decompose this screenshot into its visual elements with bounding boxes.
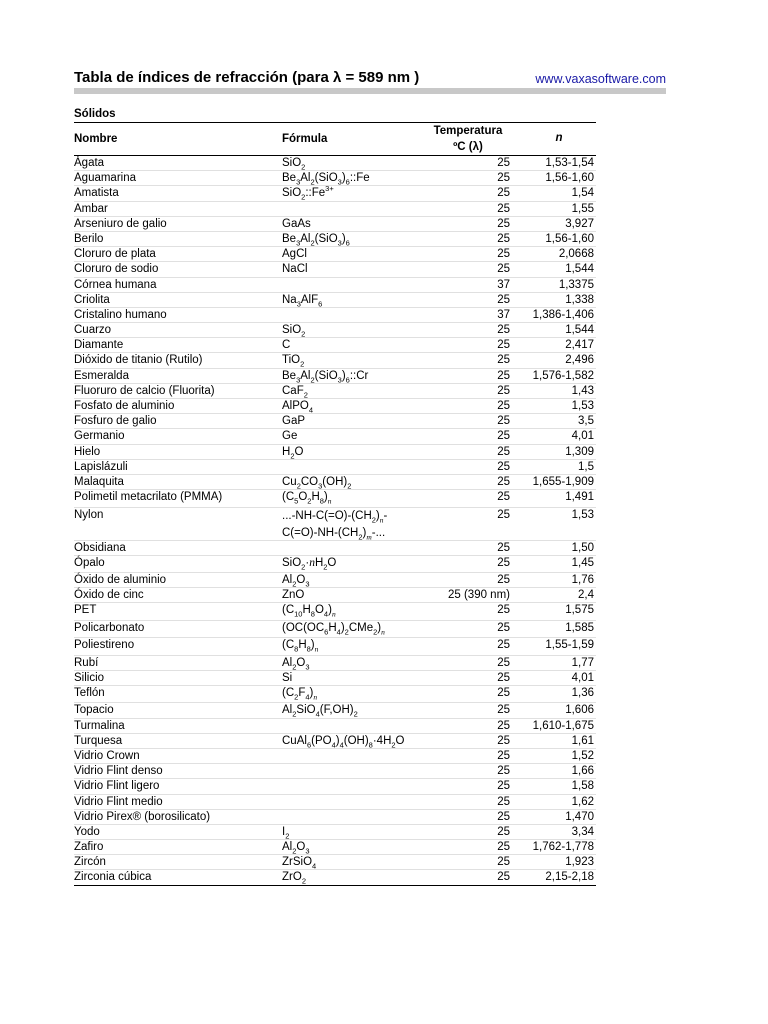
cell-n: 3,927 (565, 217, 594, 230)
cell-formula: ZrO$_2$ (282, 871, 306, 886)
column-header-temperatura-line1: Temperatura (433, 125, 503, 137)
cell-n: 3,34 (571, 825, 594, 838)
cell-n: 1,55-1,59 (545, 639, 594, 652)
cell-temperatura: 25 (497, 384, 510, 397)
cell-formula: CaF$_2$ (282, 384, 308, 400)
table-row (74, 262, 596, 277)
table-row (74, 202, 596, 217)
cell-n: 1,76 (571, 574, 594, 587)
cell-n: 1,50 (571, 541, 594, 554)
cell-nombre: Lapislázuli (74, 460, 128, 473)
cell-n: 1,77 (571, 656, 594, 669)
column-header-temperatura-line2: ºC (λ) (453, 141, 483, 153)
cell-nombre: Dióxido de titanio (Rutilo) (74, 354, 203, 367)
table-row (74, 323, 596, 338)
cell-temperatura: 25 (497, 810, 510, 823)
cell-n: 1,585 (565, 621, 594, 634)
cell-nombre: Fosfato de aluminio (74, 400, 175, 412)
table-row (74, 353, 596, 368)
cell-formula: AlPO$_4$ (282, 400, 314, 415)
cell-formula: C (282, 339, 291, 352)
cell-n: 4,01 (571, 671, 594, 684)
table-row (74, 278, 596, 293)
cell-n: 1,491 (565, 491, 594, 504)
cell-nombre: Óxido de cinc (74, 589, 144, 602)
table-row (74, 429, 596, 444)
cell-temperatura: 25 (497, 415, 510, 428)
cell-nombre: Zirconia cúbica (74, 871, 152, 884)
cell-nombre: Nylon (74, 508, 104, 521)
cell-n: 1,5 (578, 460, 594, 473)
cell-n: 2,4 (578, 589, 594, 602)
table-row (74, 232, 596, 247)
cell-n: 2,417 (565, 339, 594, 352)
cell-nombre: Zircón (74, 856, 106, 869)
cell-n: 1,762-1,778 (532, 841, 594, 854)
cell-nombre: Turmalina (74, 719, 125, 732)
cell-temperatura: 25 (497, 369, 510, 382)
cell-nombre: Cuarzo (74, 324, 112, 337)
table-row (74, 414, 596, 429)
table-row (74, 749, 596, 764)
table-row (74, 671, 596, 686)
cell-n: 1,53 (571, 508, 594, 521)
cell-temperatura: 37 (497, 308, 510, 321)
cell-temperatura: 25 (497, 248, 510, 261)
cell-nombre: Policarbonato (74, 621, 145, 634)
cell-formula: $Al_2O_3$ (282, 656, 310, 671)
cell-nombre: Vidrio Crown (74, 749, 140, 762)
cell-formula: $Na_3AlF_6$ (282, 293, 323, 308)
cell-temperatura: 25 (497, 430, 510, 443)
table-row (74, 703, 596, 718)
cell-temperatura: 25 (497, 400, 510, 412)
cell-temperatura: 25 (497, 187, 510, 200)
cell-formula: GaAs (282, 217, 311, 230)
cell-nombre: Turquesa (74, 734, 123, 747)
table-row (74, 870, 596, 885)
cell-formula: $Be_3Al_2(SiO_3)_6$ (282, 232, 350, 248)
table-row (74, 338, 596, 353)
cell-n: 1,309 (565, 445, 594, 458)
cell-temperatura: 25 (497, 232, 510, 245)
table-row (74, 656, 596, 671)
cell-temperatura: 25 (497, 157, 510, 169)
cell-nombre: Cristalino humano (74, 308, 167, 321)
cell-temperatura: 25 (497, 263, 510, 276)
cell-nombre: Vidrio Flint medio (74, 795, 163, 808)
cell-temperatura: 25 (497, 541, 510, 554)
cell-temperatura: 25 (497, 293, 510, 306)
cell-temperatura: 25 (497, 856, 510, 869)
cell-nombre: Zafiro (74, 841, 104, 854)
cell-nombre: Fluoruro de calcio (Fluorita) (74, 384, 215, 397)
cell-nombre: Ópalo (74, 556, 105, 569)
cell-nombre: Poliestireno (74, 639, 135, 652)
column-header-temperatura (428, 123, 508, 155)
cell-temperatura: 25 (497, 354, 510, 367)
cell-nombre: Vidrio Flint denso (74, 765, 163, 778)
cell-formula: Ge (282, 430, 298, 443)
cell-formula: ZrSiO$_4$ (282, 856, 317, 871)
table-header (74, 122, 596, 156)
cell-temperatura: 25 (497, 704, 510, 717)
cell-nombre: Diamante (74, 339, 124, 352)
cell-formula: SiO$_2$ (282, 324, 306, 339)
cell-nombre: PET (74, 604, 97, 617)
column-header-nombre: Nombre (74, 133, 118, 145)
cell-n: 1,610-1,675 (532, 719, 594, 732)
cell-formula: $Be_3Al_2(SiO_3)_6::Cr$ (282, 369, 369, 384)
table-row (74, 603, 596, 620)
cell-temperatura: 25 (497, 339, 510, 352)
table-row (74, 171, 596, 186)
cell-temperatura: 25 (497, 324, 510, 337)
cell-nombre: Topacio (74, 704, 114, 717)
table-row (74, 686, 596, 703)
cell-formula: $(OC(OC_6H_4)_2CMe_2)_n$ (282, 621, 385, 637)
table-row (74, 399, 596, 414)
cell-n: 2,15-2,18 (545, 871, 594, 884)
cell-nombre: Rubí (74, 656, 99, 669)
title-divider (74, 88, 666, 94)
cell-temperatura: 25 (497, 217, 510, 230)
cell-n: 1,338 (565, 293, 594, 306)
cell-temperatura: 25 (497, 445, 510, 458)
table-row (74, 719, 596, 734)
cell-temperatura: 25 (497, 475, 510, 488)
cell-nombre: Berilo (74, 232, 104, 245)
cell-formula: AgCl (282, 248, 307, 261)
table-row (74, 460, 596, 475)
cell-n: 3,5 (578, 415, 594, 428)
table-row (74, 779, 596, 794)
cell-nombre: Germanio (74, 430, 125, 443)
cell-temperatura: 25 (497, 491, 510, 504)
cell-temperatura: 25 (497, 749, 510, 762)
cell-temperatura: 25 (497, 556, 510, 569)
table-row (74, 810, 596, 825)
page-title: Tabla de índices de refracción (para λ = 589 nm ) (74, 69, 420, 86)
cell-n: 1,43 (571, 384, 594, 397)
table-row (74, 734, 596, 749)
cell-nombre: Malaquita (74, 475, 124, 488)
cell-n: 1,544 (565, 263, 594, 276)
cell-nombre: Cloruro de plata (74, 248, 156, 261)
cell-nombre: Óxido de aluminio (74, 574, 167, 587)
cell-nombre: Córnea humana (74, 278, 157, 291)
cell-formula: $...-NH-C(=O)-(CH_2)_n-$ $C(=O)-NH-(CH_2)_m-$... (282, 509, 388, 541)
table-row (74, 825, 596, 840)
cell-formula: NaCl (282, 263, 308, 276)
column-header-n: n (555, 132, 563, 144)
cell-nombre: Hielo (74, 445, 101, 458)
cell-temperatura: 25 (497, 765, 510, 778)
cell-nombre: Criolita (74, 293, 110, 306)
cell-nombre: Obsidiana (74, 541, 126, 554)
cell-n: 1,53 (571, 400, 594, 412)
cell-formula: $(C_2F_4)_n$ (282, 687, 318, 702)
cell-nombre: Amatista (74, 187, 119, 200)
cell-temperatura: 25 (497, 734, 510, 747)
cell-temperatura: 25 (497, 795, 510, 808)
table-row (74, 795, 596, 810)
cell-temperatura: 25 (497, 719, 510, 732)
cell-formula: TiO$_2$ (282, 354, 305, 369)
cell-n: 1,55 (571, 202, 594, 215)
cell-formula: $SiO_2::Fe^{3+}$ (282, 184, 334, 202)
table-row (74, 384, 596, 399)
table-body (74, 156, 596, 886)
cell-temperatura: 25 (497, 780, 510, 793)
cell-temperatura: 25 (497, 202, 510, 215)
cell-n: 1,3375 (558, 278, 594, 291)
cell-formula: $Al_2O_3$ (282, 574, 310, 589)
cell-n: 1,61 (571, 734, 594, 747)
cell-temperatura: 25 (497, 825, 510, 838)
cell-n: 1,53-1,54 (545, 157, 594, 169)
cell-n: 1,56-1,60 (545, 232, 594, 245)
table-row (74, 369, 596, 384)
cell-nombre: Yodo (74, 825, 100, 838)
cell-nombre: Cloruro de sodio (74, 263, 159, 276)
cell-formula: $SiO_2\cdot nH_2O$ (282, 556, 337, 571)
table-row (74, 445, 596, 460)
cell-formula: $Al_2SiO_4(F,OH)_2$ (282, 704, 358, 719)
cell-nombre: Polimetil metacrilato (PMMA) (74, 491, 223, 504)
refraction-table (74, 122, 596, 886)
cell-temperatura: 25 (497, 841, 510, 854)
cell-temperatura: 25 (497, 687, 510, 700)
table-row (74, 556, 596, 573)
cell-formula: ZnO (282, 589, 305, 602)
table-row (74, 508, 596, 541)
cell-n: 1,606 (565, 704, 594, 717)
cell-nombre: Arseniuro de galio (74, 217, 167, 230)
table-row (74, 475, 596, 490)
cell-n: 1,575 (565, 604, 594, 617)
cell-n: 1,62 (571, 795, 594, 808)
cell-formula: SiO$_2$ (282, 157, 306, 172)
cell-temperatura: 25 (497, 460, 510, 473)
table-row (74, 541, 596, 556)
cell-n: 1,58 (571, 780, 594, 793)
cell-temperatura: 25 (497, 621, 510, 634)
cell-temperatura: 25 (497, 671, 510, 684)
cell-n: 2,496 (565, 354, 594, 367)
table-row (74, 621, 596, 638)
cell-nombre: Vidrio Flint ligero (74, 780, 160, 793)
cell-temperatura: 25 (497, 172, 510, 185)
table-row (74, 573, 596, 588)
cell-temperatura: 25 (497, 871, 510, 884)
cell-formula: $(C_8H_8)_n$ (282, 639, 319, 654)
cell-temperatura: 25 (497, 656, 510, 669)
cell-n: 1,470 (565, 810, 594, 823)
cell-n: 1,544 (565, 324, 594, 337)
cell-nombre: Aguamarina (74, 172, 137, 185)
table-row (74, 764, 596, 779)
cell-temperatura: 25 (497, 604, 510, 617)
cell-n: 1,655-1,909 (532, 475, 594, 488)
cell-n: 1,66 (571, 765, 594, 778)
cell-nombre: Ambar (74, 202, 108, 215)
cell-nombre: Ágata (74, 157, 105, 169)
cell-temperatura: 25 (390 nm) (447, 589, 510, 602)
table-row (74, 588, 596, 603)
table-row (74, 490, 596, 507)
table-row (74, 156, 596, 171)
cell-formula: $(C_5O_2H_8)_n$ (282, 491, 332, 506)
cell-n: 1,923 (565, 856, 594, 869)
cell-n: 1,52 (571, 749, 594, 762)
cell-temperatura: 25 (497, 574, 510, 587)
cell-formula: $CuAl_6(PO_4)_4(OH)_8\cdot 4H_2O$ (282, 734, 405, 750)
cell-nombre: Esmeralda (74, 369, 129, 382)
cell-n: 1,56-1,60 (545, 172, 594, 185)
cell-formula: $Cu_2CO_3(OH)_2$ (282, 475, 352, 491)
cell-formula: GaP (282, 415, 306, 428)
table-row (74, 217, 596, 232)
cell-formula: $Be_3Al_2(SiO_3)_6::Fe$ (282, 172, 370, 187)
cell-formula: $I_2$ (282, 825, 290, 841)
table-row (74, 840, 596, 855)
table-row (74, 293, 596, 308)
cell-n: 1,54 (571, 187, 594, 200)
section-title: Sólidos (74, 108, 116, 120)
cell-nombre: Teflón (74, 687, 105, 700)
cell-n: 1,36 (571, 687, 594, 700)
cell-temperatura: 37 (497, 278, 510, 291)
cell-n: 4,01 (571, 430, 594, 443)
cell-formula: $Al_2O_3$ (282, 841, 310, 856)
cell-n: 2,0668 (558, 248, 594, 261)
table-row (74, 855, 596, 870)
website-link[interactable]: www.vaxasoftware.com (535, 72, 666, 86)
table-row (74, 247, 596, 262)
cell-formula: $(C_{10}H_8O_4)_n$ (282, 604, 336, 619)
cell-n: 1,576-1,582 (532, 369, 594, 382)
table-row (74, 638, 596, 655)
cell-formula: Si (282, 671, 293, 684)
cell-nombre: Vidrio Pirex® (borosilicato) (74, 810, 211, 823)
cell-temperatura: 25 (497, 508, 510, 521)
table-row (74, 308, 596, 323)
cell-n: 1,386-1,406 (532, 308, 594, 321)
cell-temperatura: 25 (497, 639, 510, 652)
cell-nombre: Silicio (74, 671, 105, 684)
column-header-formula: Fórmula (282, 133, 328, 145)
cell-n: 1,45 (571, 556, 594, 569)
cell-formula: $H_2O$ (282, 445, 304, 460)
cell-nombre: Fosfuro de galio (74, 415, 157, 428)
table-row (74, 186, 596, 201)
